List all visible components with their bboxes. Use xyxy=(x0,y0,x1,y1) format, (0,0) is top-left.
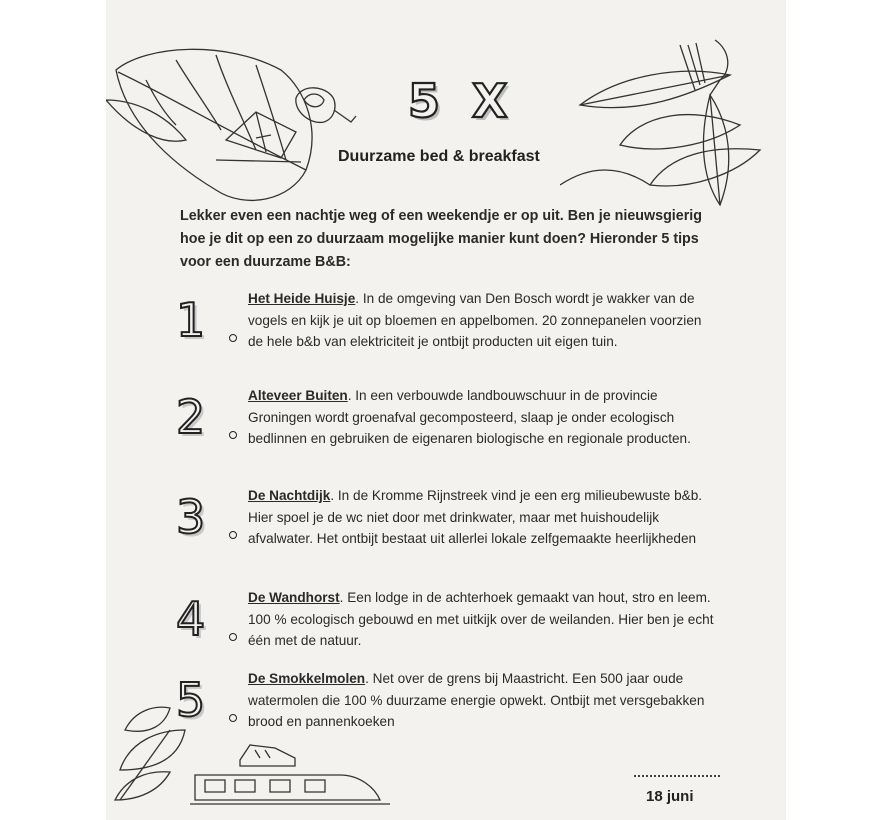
tip-number-dot xyxy=(229,431,237,439)
tip-text xyxy=(248,288,718,353)
tip-number-dot xyxy=(229,714,237,722)
intro-paragraph: Lekker even een nachtje weg of een weekendje er op uit. Ben je nieuwsgierig hoe je dit op een zo duurzaam mogelijke manier kunt doen? Hieronder 5 tips voor een duurzame B&B: xyxy=(180,208,703,270)
snorkel-mask-icon xyxy=(296,88,356,123)
tip-description: . In de Kromme Rijnstreek vind je een erg milieubewuste b&b. Hier spoel je de wc niet door met drinkwater, maar met huishoudelijk afvalwater. Het ontbijt bestaat uit allerlei lokale zelfgemaakte heerlijkheden xyxy=(248,488,703,546)
tip-item xyxy=(176,587,716,677)
tip-description: . In een verbouwde landbouwschuur in de provincie Groningen wordt groenafval gecomposteerd, slaap je onder ecologisch bedlinnen en gebruiken de eigenaren biologische en regionale producten. xyxy=(248,388,691,446)
tip-description: . Een lodge in de achterhoek gemaakt van hout, stro en leem. 100 % ecologisch gebouwd en met uitkijk over de weilanden. Hier ben je echt één met de natuur. xyxy=(248,590,714,648)
title-number: 5 X xyxy=(408,74,516,128)
tip-number-dot xyxy=(229,334,237,342)
tip-name: De Wandhorst xyxy=(248,590,340,605)
tip-text xyxy=(248,668,718,733)
tip-number: 2 xyxy=(176,390,206,444)
tip-name: Alteveer Buiten xyxy=(248,388,348,403)
train-icon xyxy=(190,775,390,804)
tip-description: . In de omgeving van Den Bosch wordt je wakker van de vogels en kijk je uit op bloemen en appelbomen. 20 zonnepanelen voorzien de hele b&b van elektriciteit je ontbijt producten uit eigen tuin. xyxy=(248,291,702,349)
tip-number: 5 xyxy=(176,673,206,727)
tip-item xyxy=(176,288,716,378)
tip-text xyxy=(248,485,718,550)
page-subtitle: Duurzame bed & breakfast xyxy=(338,148,540,165)
tip-number-dot xyxy=(229,531,237,539)
footer-divider xyxy=(634,775,720,777)
tip-name: Het Heide Huisje xyxy=(248,291,356,306)
tip-description: . Net over de grens bij Maastricht. Een 500 jaar oude watermolen die 100 % duurzame energie opwekt. Ontbijt met versgebakken brood en pannenkoeken xyxy=(248,671,705,729)
tip-number: 1 xyxy=(176,293,206,347)
tip-number: 4 xyxy=(176,592,206,646)
tip-number-dot xyxy=(229,633,237,641)
leaf-tent-snorkel-illustration xyxy=(106,40,376,215)
tip-text xyxy=(248,385,718,450)
tip-name: De Smokkelmolen xyxy=(248,671,366,686)
tent-icon xyxy=(216,112,301,162)
tip-item xyxy=(176,485,716,575)
tip-number: 3 xyxy=(176,490,206,544)
tip-text xyxy=(248,587,718,652)
top-right-leaves-illustration xyxy=(560,35,785,210)
tip-name: De Nachtdijk xyxy=(248,488,331,503)
tip-item xyxy=(176,668,716,758)
page-date: 18 juni xyxy=(646,788,694,805)
tip-item xyxy=(176,385,716,475)
